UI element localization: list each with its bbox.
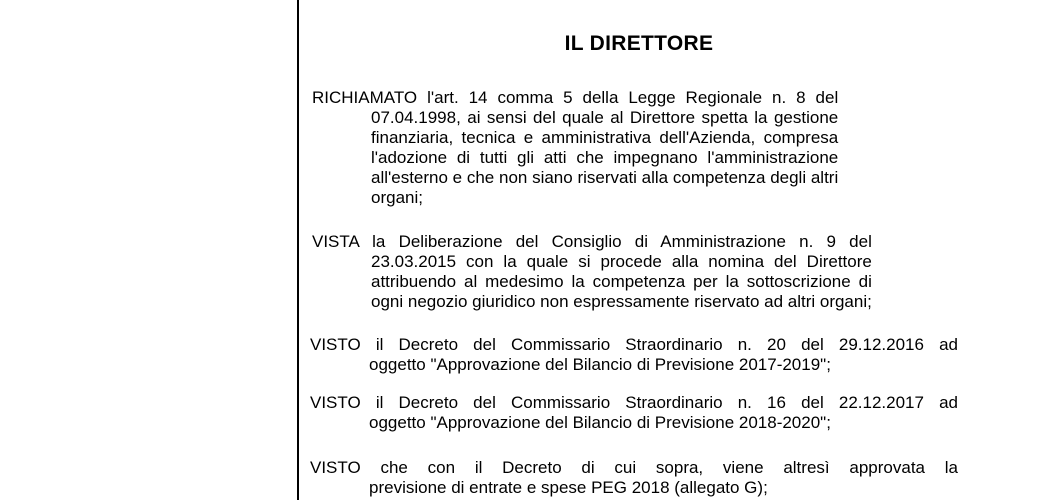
paragraph-line: 23.03.2015 con la quale si procede alla nomina del Direttore [371, 252, 872, 271]
paragraph-line: previsione di entrate e spese PEG 2018 (allegato G); [369, 478, 768, 497]
paragraph-line: VISTO che con il Decreto di cui sopra, viene altresì approvata la [310, 458, 958, 477]
document-title: IL DIRETTORE [564, 32, 714, 55]
paragraph-line: VISTO il Decreto del Commissario Straordinario n. 20 del 29.12.2016 ad [310, 335, 958, 354]
paragraph-line: finanziaria, tecnica e amministrativa dell'Azienda, compresa [371, 128, 839, 147]
paragraph-line: VISTO il Decreto del Commissario Straordinario n. 16 del 22.12.2017 ad [310, 393, 958, 412]
paragraph-visto-decreto-2016 [310, 335, 958, 375]
paragraph-line: 07.04.1998, ai sensi del quale al Direttore spetta la gestione [371, 108, 839, 127]
paragraph-vista [312, 232, 872, 312]
paragraph-line: oggetto "Approvazione del Bilancio di Previsione 2018-2020"; [369, 413, 831, 432]
paragraph-line: all'esterno e che non siano riservati alla competenza degli altri [371, 168, 839, 187]
paragraph-line: ogni negozio giuridico non espressamente riservato ad altri organi; [371, 292, 872, 311]
paragraph-visto-decreto-2017 [310, 393, 958, 433]
paragraph-line: l'adozione di tutti gli atti che impegnano l'amministrazione [371, 148, 839, 167]
margin-rule [297, 0, 299, 500]
paragraph-richiamato [312, 88, 838, 208]
paragraph-line: organi; [371, 188, 423, 207]
paragraph-line: oggetto "Approvazione del Bilancio di Previsione 2017-2019"; [369, 355, 831, 374]
paragraph-visto-peg [310, 458, 958, 498]
paragraph-line: attribuendo al medesimo la competenza per la sottoscrizione di [371, 272, 872, 291]
paragraph-line: RICHIAMATO l'art. 14 comma 5 della Legge Regionale n. 8 del [312, 88, 839, 107]
paragraph-line: VISTA la Deliberazione del Consiglio di Amministrazione n. 9 del [312, 232, 872, 251]
